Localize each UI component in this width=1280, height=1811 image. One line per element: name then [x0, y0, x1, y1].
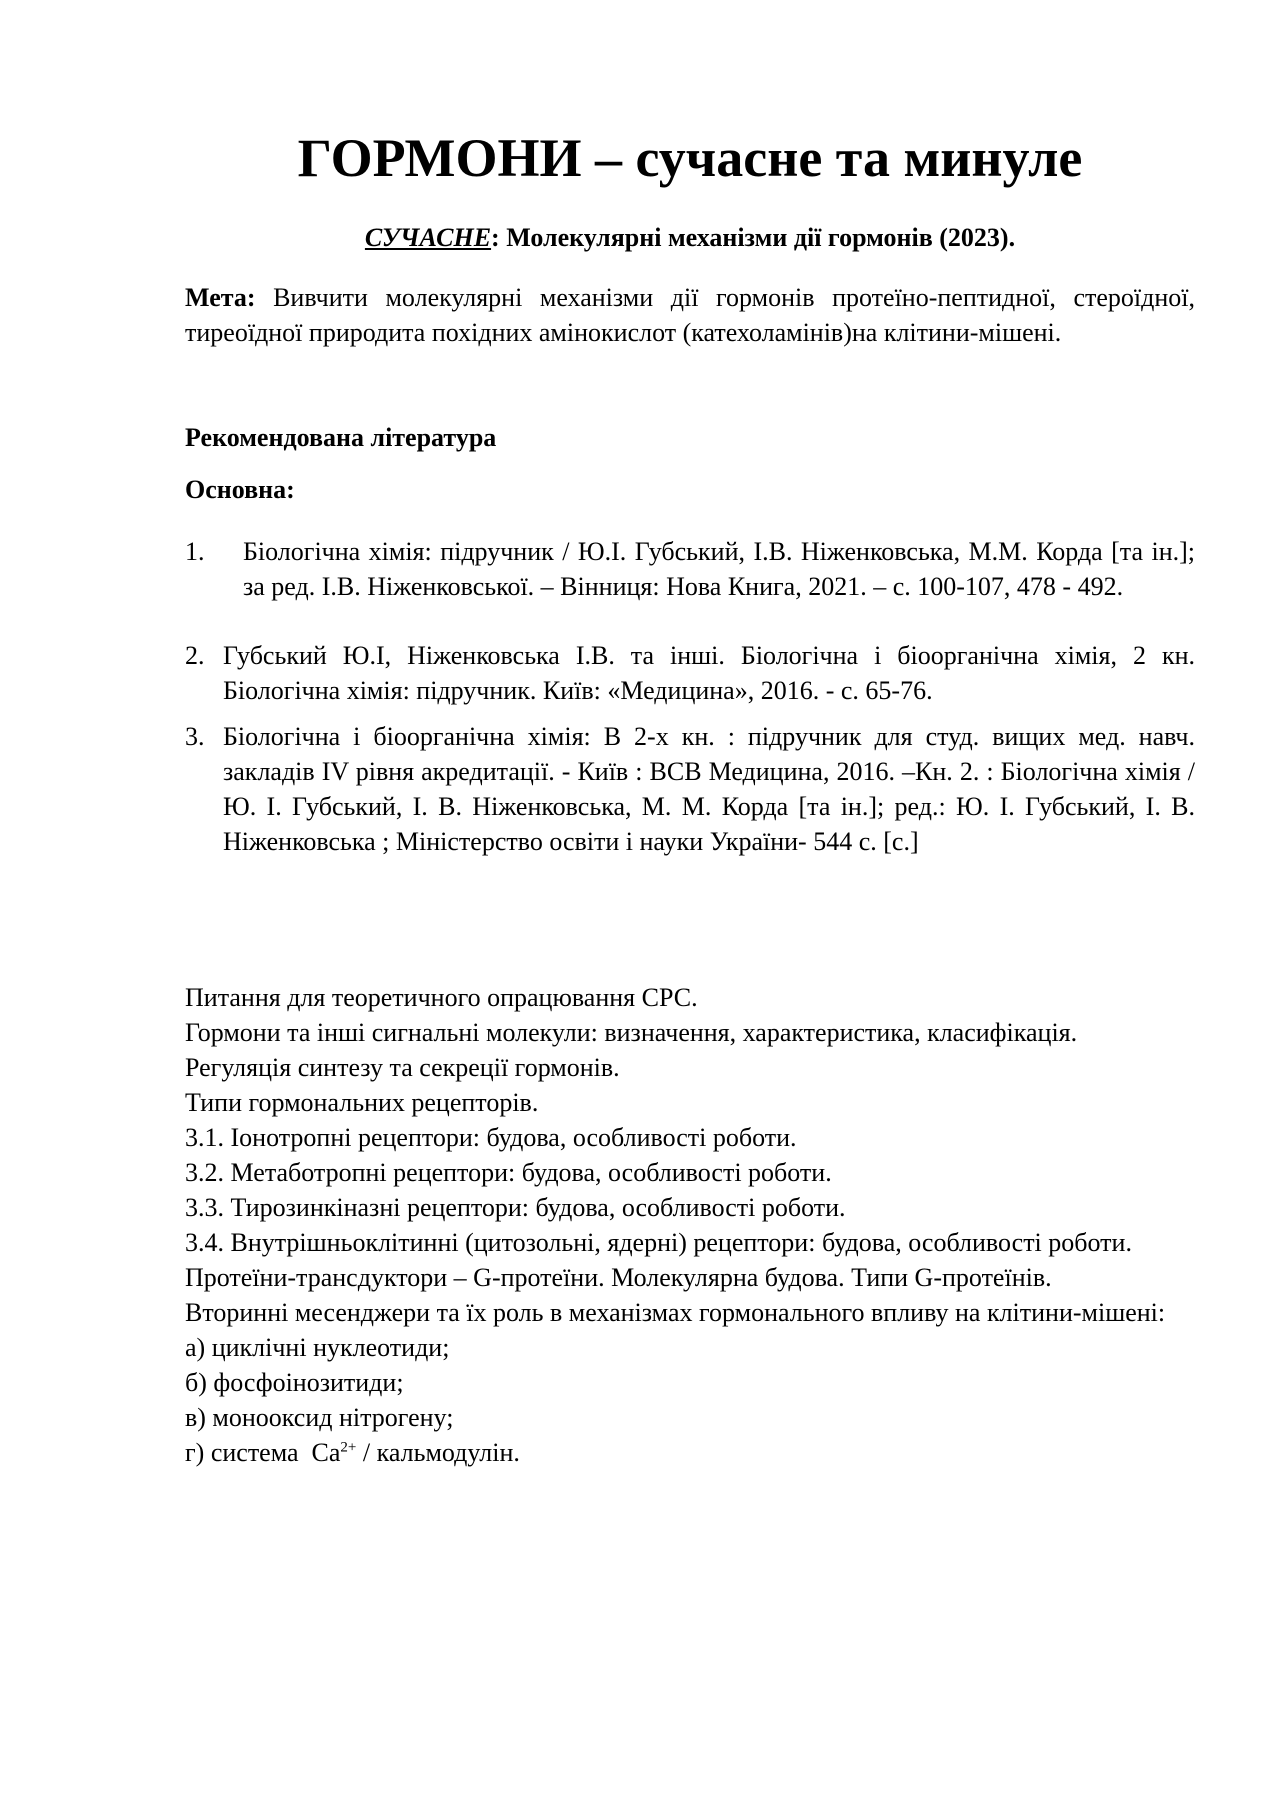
- question-line: Протеїни-трансдуктори – G-протеїни. Молекулярна будова. Типи G-протеїнів.: [185, 1263, 1052, 1292]
- calcium-prefix: г) система Ca: [185, 1438, 341, 1467]
- subtitle-rest: : Молекулярні механізми дії гормонів (2023).: [491, 223, 1016, 252]
- question-line: Регуляція синтезу та секреції гормонів.: [185, 1053, 620, 1082]
- main-literature-heading: Основна:: [185, 475, 295, 504]
- literature-item: [185, 638, 1195, 708]
- literature-item-number: 1.: [185, 537, 205, 566]
- literature-item-text: Біологічна і біоорганічна хімія: В 2-х кн. : підручник для студ. вищих мед. навч. закладів IV рівня акредитації. - Київ : ВСВ Медицина, 2016. –Кн. 2. : Біологічна хімія / Ю. І. Губський, І. В. Ніженковська, М. М. Корда [та ін.]; ред.: Ю. І. Губський, І. В. Ніженковська ; Міністерство освіти і науки України- 544 с. [с.]: [223, 722, 1195, 856]
- literature-item: [185, 534, 1195, 604]
- literature-item-text: Біологічна хімія: підручник / Ю.І. Губський, І.В. Ніженковська, М.М. Корда [та ін.]; за ред. І.В. Ніженковської. – Вінниця: Нова Книга, 2021. – с. 100-107, 478 - 492.: [243, 537, 1195, 601]
- question-line: Вторинні месенджери та їх роль в механізмах гормонального впливу на клітини-мішені:: [185, 1298, 1166, 1327]
- literature-item-text: Губський Ю.І, Ніженковська І.В. та інші. Біологічна і біоорганічна хімія, 2 кн. Біологічна хімія: підручник. Київ: «Медицина», 2016. - с. 65-76.: [223, 641, 1195, 705]
- question-line: Типи гормональних рецепторів.: [185, 1088, 539, 1117]
- question-line: Питання для теоретичного опрацювання СРС.: [185, 983, 698, 1012]
- question-line: 3.2. Метаботропні рецептори: будова, особливості роботи.: [185, 1158, 832, 1187]
- question-line: б) фосфоінозитиди;: [185, 1368, 404, 1397]
- question-line: в) монооксид нітрогену;: [185, 1403, 454, 1432]
- question-line: 3.3. Тирозинкіназні рецептори: будова, особливості роботи.: [185, 1193, 846, 1222]
- literature-item: [185, 719, 1195, 859]
- literature-item-number: 2.: [185, 641, 205, 670]
- literature-heading: Рекомендована література: [185, 423, 497, 452]
- subtitle-prefix: СУЧАСНЕ: [364, 223, 492, 252]
- calcium-suffix: / кальмодулін.: [356, 1438, 520, 1467]
- goal-paragraph: [185, 280, 1195, 350]
- document-subtitle: [185, 218, 1195, 258]
- goal-text: Вивчити молекулярні механізми дії гормонів протеїно-пептидної, стероїдної, тиреоїдної природита похідних амінокислот (катехоламінів)на клітини-мішені.: [185, 283, 1195, 347]
- literature-item-number: 3.: [185, 722, 205, 751]
- goal-label: Мета:: [185, 283, 256, 312]
- calcium-charge: 2+: [340, 1439, 357, 1456]
- question-line: Гормони та інші сигнальні молекули: визначення, характеристика, класифікація.: [185, 1018, 1078, 1047]
- question-line: а) циклічні нуклеотиди;: [185, 1333, 450, 1362]
- question-line: 3.1. Іонотропні рецептори: будова, особливості роботи.: [185, 1123, 797, 1152]
- document-title: ГОРМОНИ – сучасне та минуле: [297, 128, 1083, 188]
- question-line-calcium: [185, 1435, 1195, 1470]
- questions-list: [185, 980, 1195, 1470]
- question-line: 3.4. Внутрішньоклітинні (цитозольні, ядерні) рецептори: будова, особливості роботи.: [185, 1228, 1132, 1257]
